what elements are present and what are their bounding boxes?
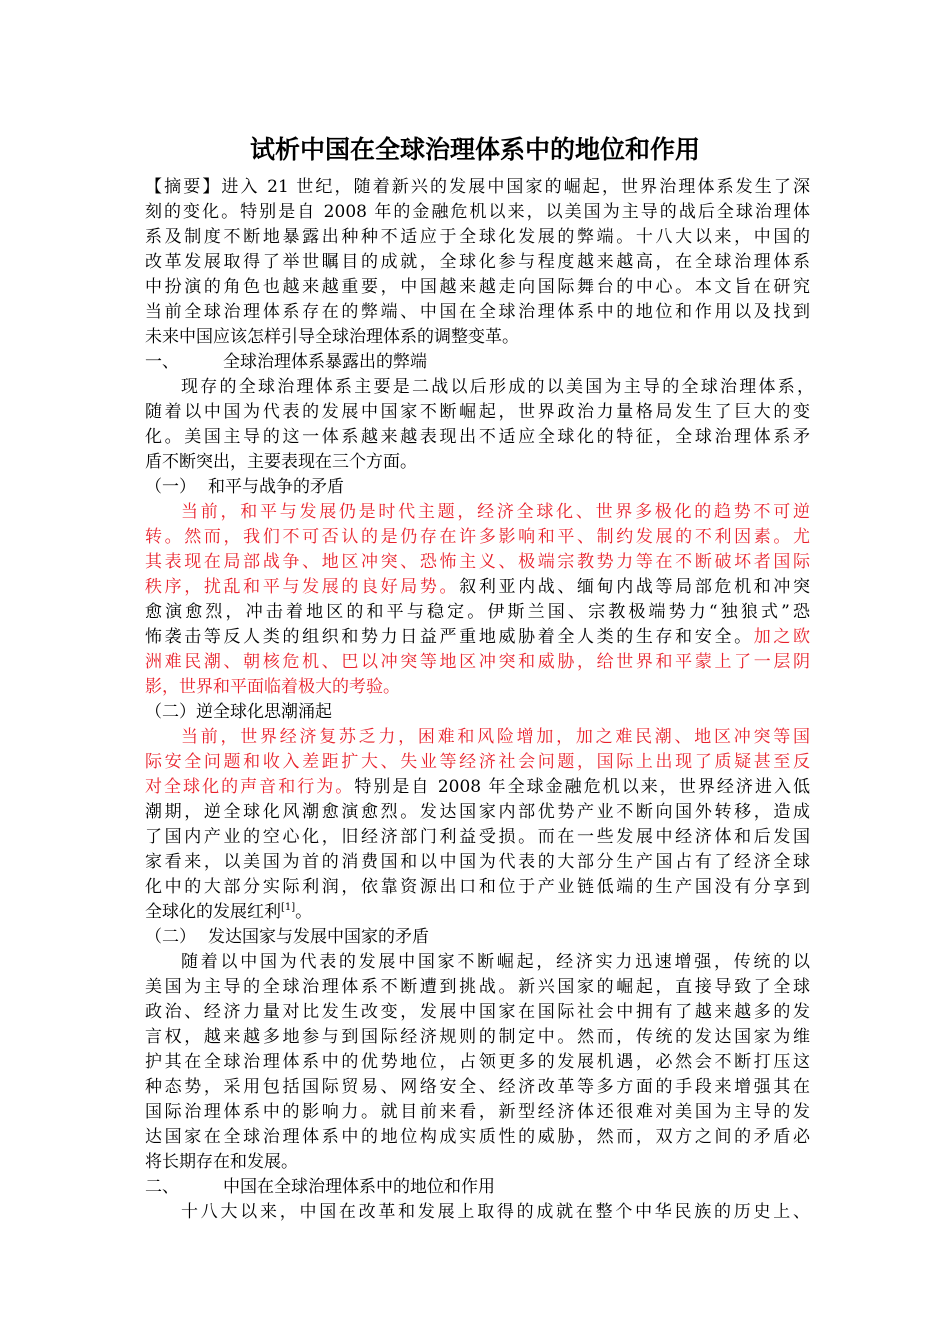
subsection-1-number: （一） — [145, 477, 196, 497]
sub1-line-3: 其表现在局部战争、地区冲突、恐怖主义、极端宗教势力等在不断破坏者国际 — [145, 552, 810, 572]
sub1-line-4-black: 叙利亚内战、缅甸内战等局部危机和冲突 — [459, 577, 811, 597]
section-2-title: 中国在全球治理体系中的地位和作用 — [223, 1177, 495, 1197]
subsection-3-title: 发达国家与发展中国家的矛盾 — [208, 927, 429, 947]
abstract-line-5: 中扮演的角色也越来越重要，中国越来越走向国际舞台的中心。本文旨在研究 — [145, 277, 810, 297]
sub2-line-7: 化中的大部分实际利润，依靠资源出口和位于产业链低端的生产国没有分享到 — [145, 877, 810, 897]
sub3-line-2: 美国为主导的全球治理体系不断遭到挑战。新兴国家的崛起，直接导致了全球 — [145, 977, 810, 997]
sub1-line-4 — [145, 575, 810, 600]
sub3-line-4: 言权，越来越多地参与到国际经济规则的制定中。然而，传统的发达国家为维 — [145, 1027, 810, 1047]
section-2-heading — [145, 1175, 810, 1200]
sub2-line-4: 潮期，逆全球化风潮愈演愈烈。发达国家内部优势产业不断向国外转移，造成 — [145, 802, 810, 822]
sub1-line-2: 转。然而，我们不可否认的是仍存在许多影响和平、制约发展的不利因素。尤 — [145, 527, 810, 547]
section-2-line-1: 十八大以来，中国在改革和发展上取得的成就在整个中华民族的历史上、 — [181, 1202, 810, 1222]
sub3-line-6: 种态势，采用包括国际贸易、网络安全、经济改革等多方面的手段来增强其在 — [145, 1077, 810, 1097]
sub3-line-3: 政治、经济力量对比发生改变，发展中国家在国际社会中拥有了越来越多的发 — [145, 1002, 810, 1022]
sub2-line-2: 际安全问题和收入差距扩大、失业等经济社会问题，国际上出现了质疑甚至反 — [145, 752, 810, 772]
abstract-line-6: 当前全球治理体系存在的弊端、中国在全球治理体系中的地位和作用以及找到 — [145, 302, 810, 322]
sub3-line-8: 达国家在全球治理体系中的地位构成实质性的威胁，然而，双方之间的矛盾必 — [145, 1127, 810, 1147]
sub3-line-7: 国际治理体系中的影响力。就目前来看，新型经济体还很难对美国为主导的发 — [145, 1102, 810, 1122]
abstract-line-1: 【摘要】进入 21 世纪，随着新兴的发展中国家的崛起，世界治理体系发生了深 — [145, 177, 810, 197]
subsection-3-heading — [145, 925, 810, 950]
sub3-line-1: 随着以中国为代表的发展中国家不断崛起，经济实力迅速增强，传统的以 — [181, 952, 810, 972]
sub1-line-4-red: 秩序，扰乱和平与发展的良好局势。 — [145, 577, 460, 597]
section-1-title: 全球治理体系暴露出的弊端 — [223, 352, 427, 372]
subsection-1-title: 和平与战争的矛盾 — [208, 477, 344, 497]
subsection-2-heading: （二）逆全球化思潮涌起 — [145, 702, 332, 722]
abstract-line-7: 未来中国应该怎样引导全球治理体系的调整变革。 — [145, 327, 519, 347]
sub1-line-7: 洲难民潮、朝核危机、巴以冲突等地区冲突和威胁，给世界和平蒙上了一层阴 — [145, 652, 810, 672]
sub2-line-6: 家看来，以美国为首的消费国和以中国为代表的大部分生产国占有了经济全球 — [145, 852, 810, 872]
abstract-line-4: 改革发展取得了举世瞩目的成就，全球化参与程度越来越高，在全球治理体系 — [145, 252, 810, 272]
sub2-line-5: 了国内产业的空心化，旧经济部门利益受损。而在一些发展中经济体和后发国 — [145, 827, 810, 847]
sub1-line-6-red: 加之欧 — [753, 627, 811, 647]
sub2-line-8 — [145, 900, 810, 925]
sub1-line-6 — [145, 625, 810, 650]
section-1-number: 一、 — [145, 352, 179, 372]
sub3-line-9: 将长期存在和发展。 — [145, 1152, 298, 1172]
section-1-intro-line-1: 现存的全球治理体系主要是二战以后形成的以美国为主导的全球治理体系， — [181, 377, 814, 397]
section-1-intro-line-2: 随着以中国为代表的发展中国家不断崛起，世界政治力量格局发生了巨大的变 — [145, 402, 810, 422]
sub1-line-5: 愈演愈烈，冲击着地区的和平与稳定。伊斯兰国、宗教极端势力“独狼式”恐 — [145, 602, 810, 622]
sub2-line-1: 当前，世界经济复苏乏力，困难和风险增加，加之难民潮、地区冲突等国 — [181, 727, 810, 747]
sub1-line-1: 当前，和平与发展仍是时代主题，经济全球化、世界多极化的趋势不可逆 — [181, 502, 810, 522]
citation-1: [1] — [281, 902, 296, 913]
sub2-line-3 — [145, 775, 810, 800]
sub2-line-3-black: 特别是自 2008 年全球金融危机以来，世界经济进入低 — [354, 777, 810, 797]
subsection-3-number: （二） — [145, 927, 196, 947]
abstract-line-3: 系及制度不断地暴露出种种不适应于全球化发展的弊端。十八大以来，中国的 — [145, 227, 810, 247]
sub1-line-8: 影，世界和平面临着极大的考验。 — [145, 677, 400, 697]
section-2-number: 二、 — [145, 1177, 179, 1197]
section-1-intro-line-4: 盾不断突出，主要表现在三个方面。 — [145, 452, 417, 472]
sub2-line-3-red: 对全球化的声音和行为。 — [145, 777, 355, 797]
sub2-final-end: 。 — [295, 902, 313, 922]
sub2-final-text: 全球化的发展红利 — [145, 902, 281, 922]
sub3-line-5: 护其在全球治理体系中的优势地位，占领更多的发展机遇，必然会不断打压这 — [145, 1052, 810, 1072]
subsection-1-heading — [145, 475, 810, 500]
sub1-line-6-black: 怖袭击等反人类的组织和势力日益严重地威胁着全人类的生存和安全。 — [145, 627, 754, 647]
abstract-line-2: 刻的变化。特别是自 2008 年的金融危机以来，以美国为主导的战后全球治理体 — [145, 202, 810, 222]
section-1-intro-line-3: 化。美国主导的这一体系越来越表现出不适应全球化的特征，全球治理体系矛 — [145, 427, 810, 447]
document-title: 试析中国在全球治理体系中的地位和作用 — [249, 135, 700, 164]
section-1-heading — [145, 350, 810, 375]
